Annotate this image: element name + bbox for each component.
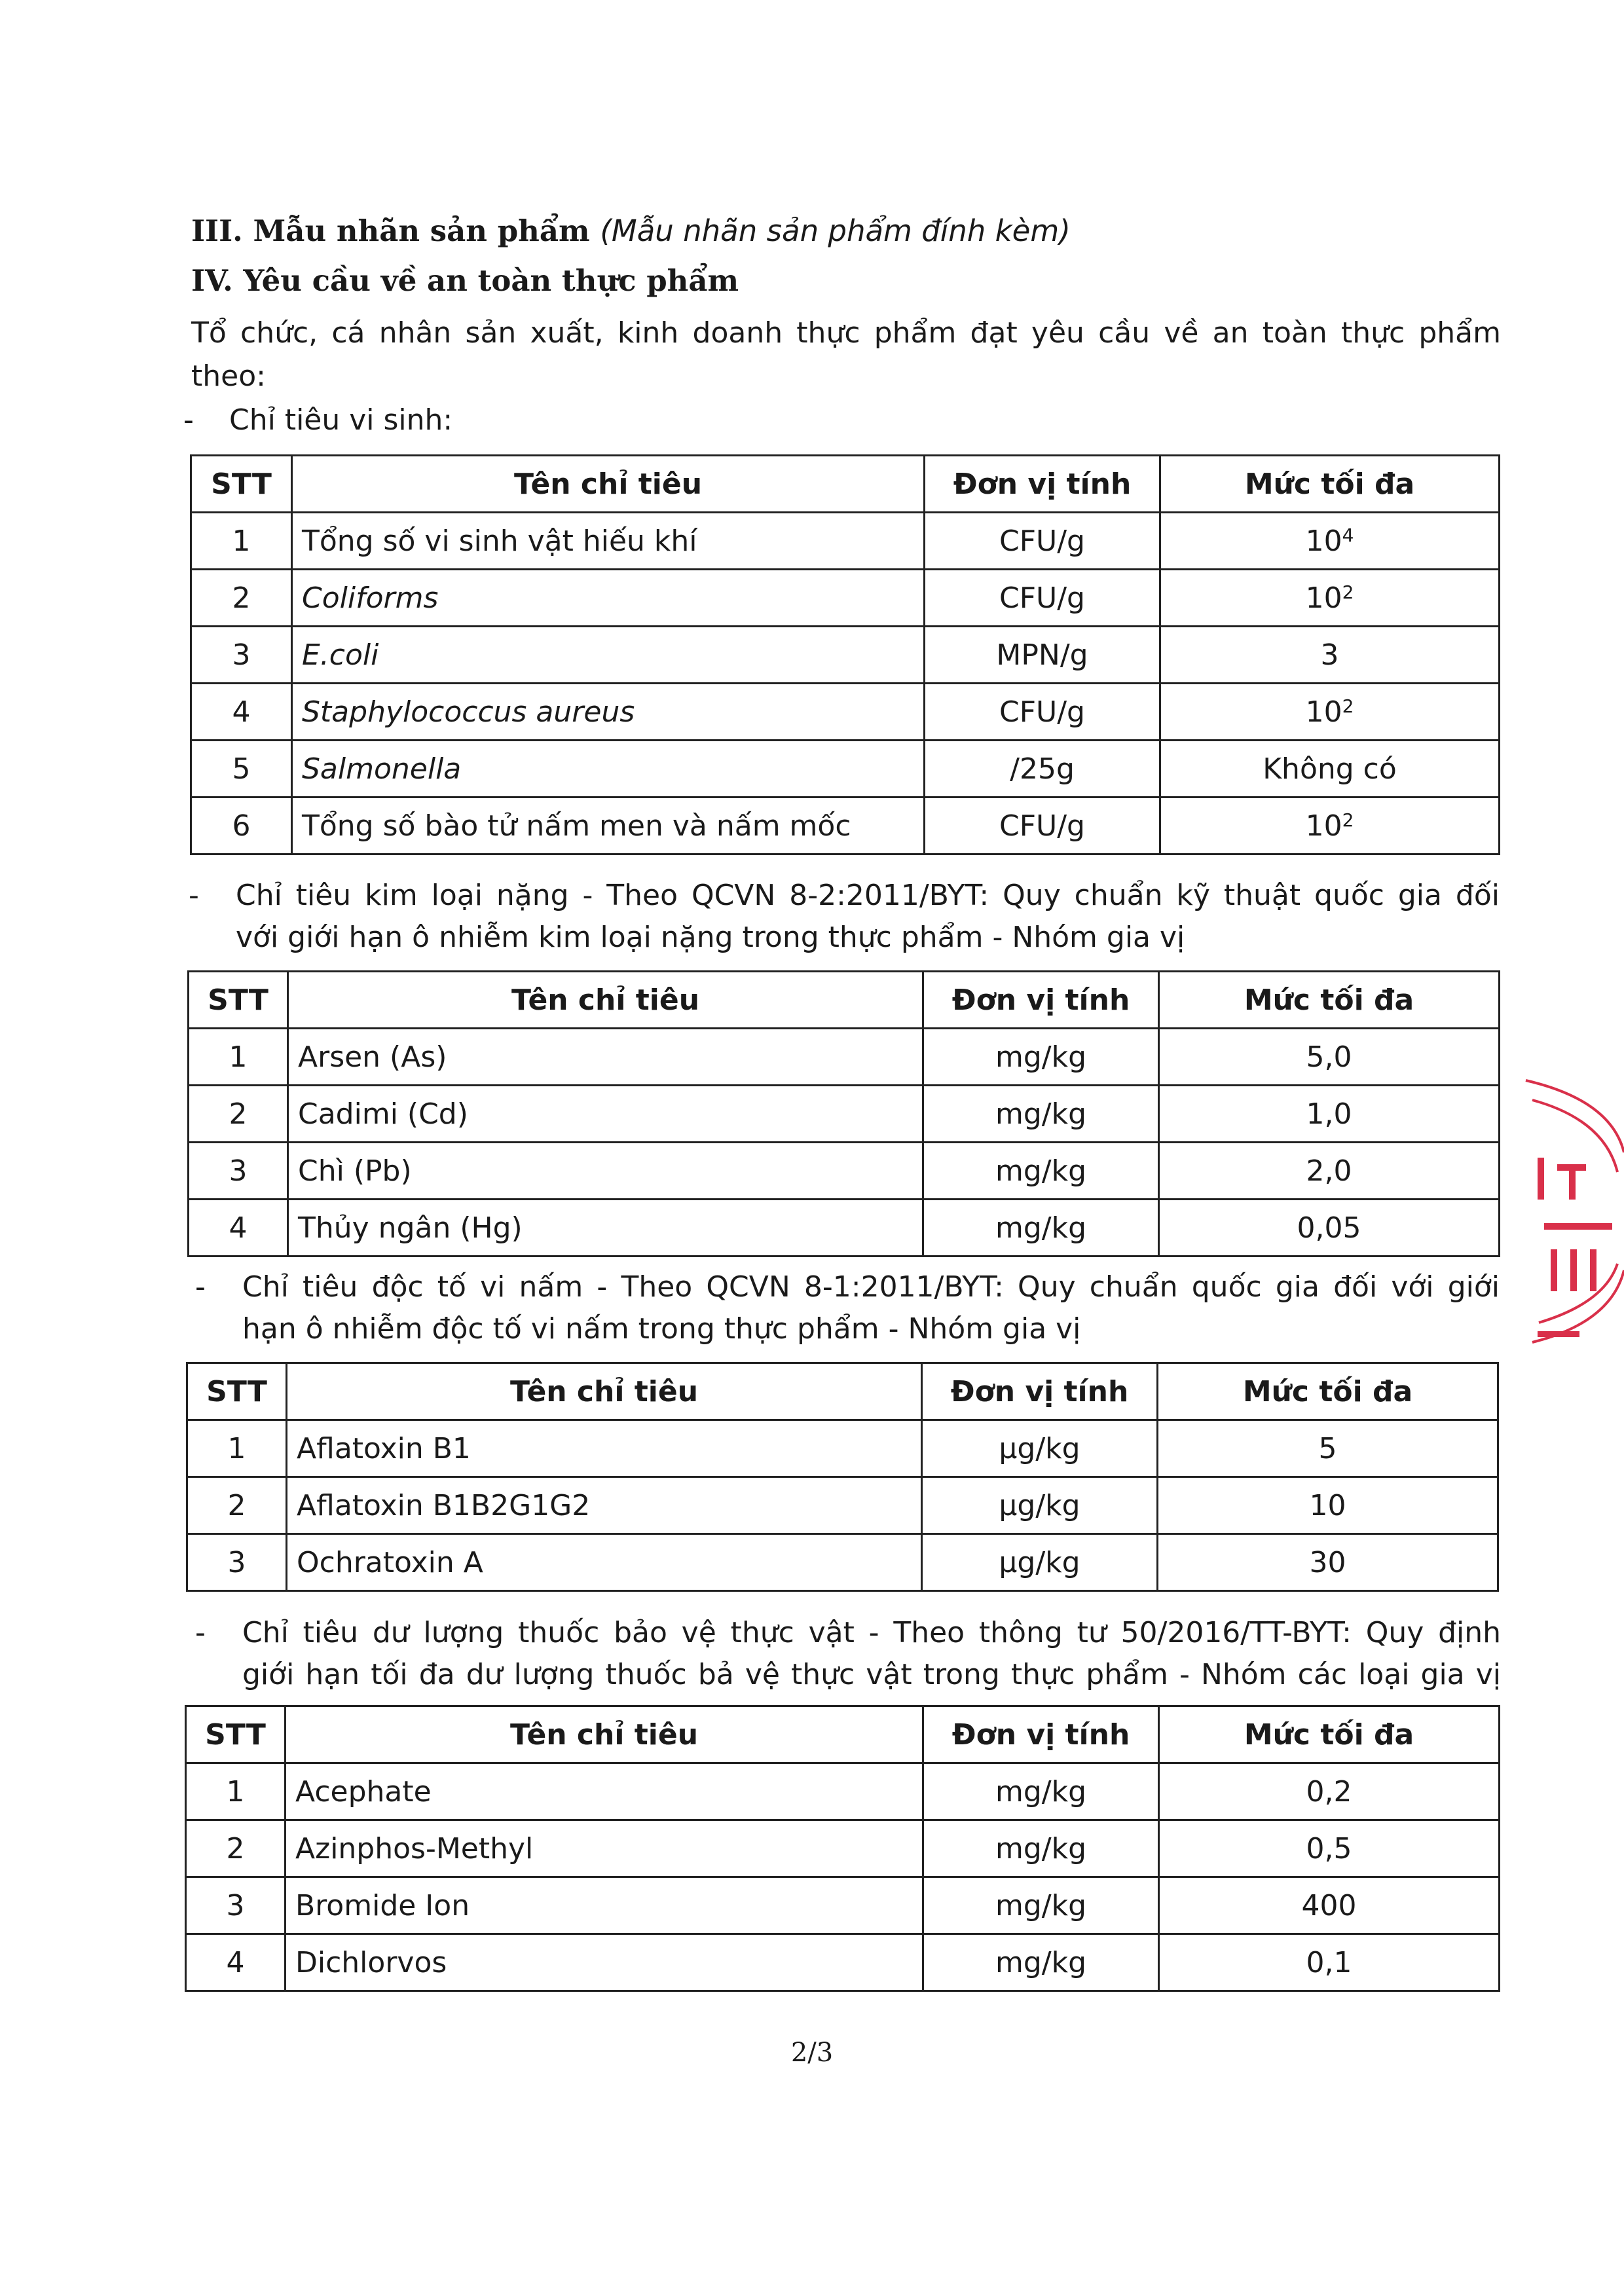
stamp-glyph — [1539, 1159, 1543, 1198]
header-unit: Đơn vị tính — [925, 456, 1160, 513]
stamp-glyph — [1552, 1251, 1556, 1290]
cell-stt: 4 — [189, 1200, 288, 1257]
header-max: Mức tối đa — [1160, 456, 1500, 513]
stamp-glyph — [1545, 1224, 1611, 1228]
intro-line-2: theo: — [191, 359, 266, 393]
table-header-row — [186, 1706, 1500, 1763]
header-max: Mức tối đa — [1159, 972, 1500, 1029]
max-exponent: 2 — [1342, 695, 1354, 717]
mycotoxins-line-1: Chỉ tiêu độc tố vi nấm - Theo QCVN 8-1:2011/BYT: Quy chuẩn quốc gia đối với giới — [242, 1270, 1500, 1304]
header-unit: Đơn vị tính — [922, 1363, 1158, 1420]
max-exponent: 4 — [1342, 524, 1354, 546]
pesticides-line-2: giới hạn tối đa dư lượng thuốc bả vệ thực vật trong thực phẩm - Nhóm các loại gia vị — [242, 1658, 1501, 1691]
section-4-heading — [191, 263, 739, 298]
cell-name: Tổng số vi sinh vật hiếu khí — [292, 513, 925, 570]
header-stt: STT — [187, 1363, 287, 1420]
cell-stt: 1 — [186, 1763, 286, 1820]
table-row — [191, 570, 1500, 627]
cell-unit: CFU/g — [925, 798, 1160, 854]
header-unit: Đơn vị tính — [923, 972, 1159, 1029]
table-header-row — [187, 1363, 1498, 1420]
cell-stt: 2 — [191, 570, 292, 627]
cell-max: 0,1 — [1159, 1934, 1500, 1991]
cell-name: Cadimi (Cd) — [288, 1086, 923, 1143]
cell-unit: mg/kg — [923, 1877, 1159, 1934]
max-exponent: 2 — [1342, 581, 1354, 603]
cell-unit: mg/kg — [923, 1763, 1159, 1820]
metals-table — [187, 970, 1500, 1257]
cell-max: 400 — [1159, 1877, 1500, 1934]
cell-unit: µg/kg — [922, 1420, 1158, 1477]
bullet-dash: - — [195, 1616, 206, 1649]
cell-stt: 1 — [187, 1420, 287, 1477]
header-stt: STT — [186, 1706, 286, 1763]
cell-unit: /25g — [925, 741, 1160, 798]
table-row — [191, 684, 1500, 741]
table-row — [189, 1086, 1500, 1143]
cell-stt: 4 — [186, 1934, 286, 1991]
cell-max: 10 — [1158, 1477, 1498, 1534]
cell-stt: 2 — [187, 1477, 287, 1534]
cell-unit: CFU/g — [925, 684, 1160, 741]
cell-max — [1160, 798, 1500, 854]
header-name: Tên chỉ tiêu — [286, 1706, 923, 1763]
stamp-glyph — [1591, 1251, 1595, 1290]
stamp-glyph — [1572, 1251, 1576, 1290]
cell-name: Thủy ngân (Hg) — [288, 1200, 923, 1257]
cell-max: 30 — [1158, 1534, 1498, 1591]
table-row — [186, 1934, 1500, 1991]
stamp-inner-arc — [1532, 1100, 1617, 1172]
cell-stt: 1 — [189, 1029, 288, 1086]
cell-stt: 5 — [191, 741, 292, 798]
cell-stt: 1 — [191, 513, 292, 570]
company-stamp-image — [1513, 1074, 1624, 1362]
cell-max: 5,0 — [1159, 1029, 1500, 1086]
cell-max: 0,05 — [1159, 1200, 1500, 1257]
table-row — [186, 1763, 1500, 1820]
cell-name: Chì (Pb) — [288, 1143, 923, 1200]
mycotoxins-line-2: hạn ô nhiễm độc tố vi nấm trong thực phẩm - Nhóm gia vị — [242, 1312, 1081, 1346]
cell-unit: µg/kg — [922, 1534, 1158, 1591]
cell-stt: 3 — [189, 1143, 288, 1200]
table-row — [189, 1200, 1500, 1257]
cell-stt: 3 — [186, 1877, 286, 1934]
cell-unit: CFU/g — [925, 570, 1160, 627]
cell-name: Coliforms — [292, 570, 925, 627]
section-4-intro — [191, 312, 1501, 398]
table-row — [189, 1143, 1500, 1200]
bullet-dash: - — [183, 403, 194, 437]
cell-stt: 3 — [191, 627, 292, 684]
max-base: 10 — [1305, 524, 1342, 558]
cell-max: 2,0 — [1159, 1143, 1500, 1200]
stamp-glyph — [1539, 1332, 1578, 1336]
cell-stt: 3 — [187, 1534, 287, 1591]
cell-name: Staphylococcus aureus — [292, 684, 925, 741]
header-max: Mức tối đa — [1159, 1706, 1500, 1763]
table-row — [191, 798, 1500, 854]
bullet-dash: - — [195, 1270, 206, 1304]
cell-unit: MPN/g — [925, 627, 1160, 684]
micro-label-text: Chỉ tiêu vi sinh: — [229, 403, 453, 437]
header-name: Tên chỉ tiêu — [292, 456, 925, 513]
intro-line-1: Tổ chức, cá nhân sản xuất, kinh doanh thực phẩm đạt yêu cầu về an toàn thực phẩm — [191, 316, 1501, 350]
table-row — [186, 1877, 1500, 1934]
cell-name: Dichlorvos — [286, 1934, 923, 1991]
table-row — [187, 1477, 1498, 1534]
cell-unit: µg/kg — [922, 1477, 1158, 1534]
metals-line-1: Chỉ tiêu kim loại nặng - Theo QCVN 8-2:2011/BYT: Quy chuẩn kỹ thuật quốc gia đối — [236, 879, 1500, 912]
cell-max — [1160, 684, 1500, 741]
cell-name: Arsen (As) — [288, 1029, 923, 1086]
cell-name: Salmonella — [292, 741, 925, 798]
table-header-row — [191, 456, 1500, 513]
cell-unit: CFU/g — [925, 513, 1160, 570]
bullet-dash: - — [189, 879, 199, 912]
max-exponent: 2 — [1342, 809, 1354, 831]
pesticides-table — [185, 1705, 1500, 1992]
header-stt: STT — [189, 972, 288, 1029]
cell-unit: mg/kg — [923, 1934, 1159, 1991]
cell-unit: mg/kg — [923, 1086, 1159, 1143]
table-row — [187, 1420, 1498, 1477]
cell-unit: mg/kg — [923, 1029, 1159, 1086]
cell-name: Azinphos-Methyl — [286, 1820, 923, 1877]
cell-max — [1160, 570, 1500, 627]
cell-max: Không có — [1160, 741, 1500, 798]
header-unit: Đơn vị tính — [923, 1706, 1159, 1763]
cell-max: 5 — [1158, 1420, 1498, 1477]
cell-max: 0,5 — [1159, 1820, 1500, 1877]
section-3-title: III. Mẫu nhãn sản phẩm — [191, 213, 590, 248]
section-3-heading — [191, 213, 1071, 248]
cell-name: E.coli — [292, 627, 925, 684]
table-row — [187, 1534, 1498, 1591]
stamp-glyph — [1570, 1166, 1574, 1198]
section-4-title: IV. Yêu cầu về an toàn thực phẩm — [191, 263, 739, 298]
max-base: 10 — [1305, 581, 1342, 615]
cell-stt: 6 — [191, 798, 292, 854]
cell-name: Tổng số bào tử nấm men và nấm mốc — [292, 798, 925, 854]
section-3-note: (Mẫu nhãn sản phẩm đính kèm) — [600, 213, 1071, 248]
mycotoxins-table — [186, 1362, 1499, 1592]
table-row — [189, 1029, 1500, 1086]
cell-name: Acephate — [286, 1763, 923, 1820]
cell-unit: mg/kg — [923, 1820, 1159, 1877]
header-name: Tên chỉ tiêu — [287, 1363, 922, 1420]
cell-unit: mg/kg — [923, 1143, 1159, 1200]
max-base: 10 — [1305, 809, 1342, 843]
table-header-row — [189, 972, 1500, 1029]
table-row — [186, 1820, 1500, 1877]
metals-line-2: với giới hạn ô nhiễm kim loại nặng trong thực phẩm - Nhóm gia vị — [236, 921, 1185, 954]
cell-stt: 4 — [191, 684, 292, 741]
cell-max — [1160, 513, 1500, 570]
cell-max: 0,2 — [1159, 1763, 1500, 1820]
cell-name: Aflatoxin B1 — [287, 1420, 922, 1477]
cell-stt: 2 — [189, 1086, 288, 1143]
header-name: Tên chỉ tiêu — [288, 972, 923, 1029]
micro-table — [190, 454, 1500, 855]
header-stt: STT — [191, 456, 292, 513]
cell-max: 3 — [1160, 627, 1500, 684]
cell-unit: mg/kg — [923, 1200, 1159, 1257]
pesticides-line-1: Chỉ tiêu dư lượng thuốc bảo vệ thực vật - Theo thông tư 50/2016/TT-BYT: Quy định — [242, 1616, 1501, 1649]
cell-max: 1,0 — [1159, 1086, 1500, 1143]
table-row — [191, 627, 1500, 684]
cell-name: Bromide Ion — [286, 1877, 923, 1934]
cell-stt: 2 — [186, 1820, 286, 1877]
table-row — [191, 741, 1500, 798]
cell-name: Aflatoxin B1B2G1G2 — [287, 1477, 922, 1534]
cell-name: Ochratoxin A — [287, 1534, 922, 1591]
header-max: Mức tối đa — [1158, 1363, 1498, 1420]
max-base: 10 — [1305, 695, 1342, 729]
page-number: 2/3 — [790, 2038, 834, 2068]
table-row — [191, 513, 1500, 570]
